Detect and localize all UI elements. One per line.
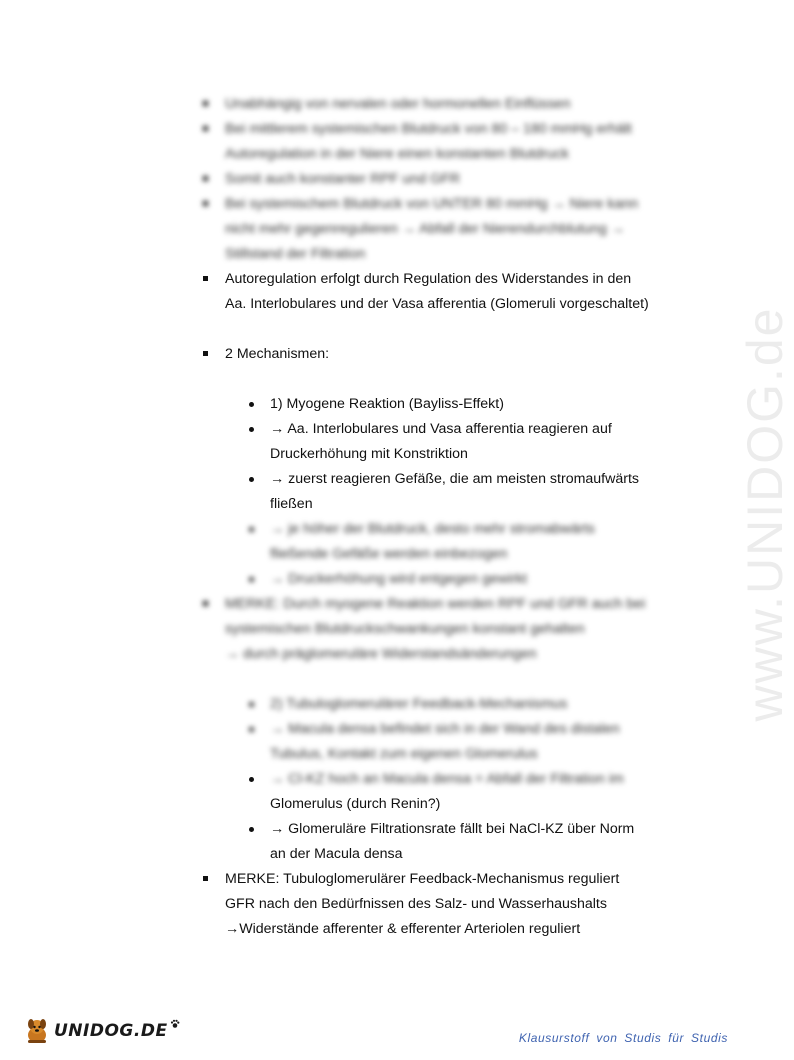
document-content xyxy=(200,92,670,942)
myogen-item-constriction: → Aa. Interlobulares und Vasa afferentia reagieren auf Druckerhöhung mit Konstriktion xyxy=(200,417,670,467)
tubulo-item-cl-concentration: → Cl-KZ hoch an Macula densa = Abfall der Filtration im Glomerulus (durch Renin?) xyxy=(200,767,670,817)
tubulo-item-macula-densa: → Macula densa befindet sich in der Wand des distalen Tubulus, Kontakt zum eigenen Glomerulus xyxy=(200,717,670,767)
footer-slogan: Klausurstoff von Studis für Studis xyxy=(518,1031,728,1045)
myogen-item-title: 1) Myogene Reaktion (Bayliss-Effekt) xyxy=(200,392,670,417)
myogen-item-upstream: → zuerst reagieren Gefäße, die am meisten stromaufwärts fließen xyxy=(200,467,670,517)
bullet-autoregulation: Autoregulation erfolgt durch Regulation des Widerstandes in den Aa. Interlobulares und der Vasa afferentia (Glomeruli vorgeschaltet) xyxy=(200,267,670,317)
bullet-pressure-range: Bei mittlerem systemischen Blutdruck von 80 – 180 mmHg erhält Autoregulation in der Niere einen konstanten Blutdruck xyxy=(200,117,670,167)
tubulo-item-gfr: → Glomeruläre Filtrationsrate fällt bei NaCl-KZ über Norm an der Macula densa xyxy=(200,817,670,867)
watermark: www.UNIDOG.de xyxy=(737,306,793,722)
mechanisms-list xyxy=(200,342,670,367)
bullet-low-pressure: Bei systemischem Blutdruck von UNTER 80 mmHg → Niere kann nicht mehr gegenregulieren → Abfall der Nierendurchblutung → Stillstand der Filtration xyxy=(200,192,670,267)
paw-icon xyxy=(170,1019,180,1029)
top-bullet-list xyxy=(200,92,670,317)
merke-2-list xyxy=(200,867,670,942)
myogen-item-downstream: → je höher der Blutdruck, desto mehr stromabwärts fließende Gefäße werden einbezogen xyxy=(200,517,670,567)
myogen-list xyxy=(200,392,670,592)
dog-mascot-icon xyxy=(22,1016,52,1046)
merke-1-list xyxy=(200,592,670,667)
bullet-constant-rpf-gfr: Somit auch konstanter RPF und GFR xyxy=(200,167,670,192)
mechanisms-heading: 2 Mechanismen: xyxy=(200,342,670,367)
bullet-independence: Unabhängig von nervalen oder hormonellen Einflüssen xyxy=(200,92,670,117)
logo-text: UNIDOG.DE xyxy=(54,1021,168,1041)
footer-logo[interactable] xyxy=(22,1016,180,1046)
merke-tubulo: MERKE: Tubuloglomerulärer Feedback-Mechanismus reguliert GFR nach den Bedürfnissen des Salz- und Wasserhaushalts →Widerstände afferenter & efferenter Arteriolen reguliert xyxy=(200,867,670,942)
tubulo-list xyxy=(200,692,670,867)
myogen-item-counteract: → Druckerhöhung wird entgegen gewirkt xyxy=(200,567,670,592)
tubulo-item-title: 2) Tubuloglomerulärer Feedback-Mechanismus xyxy=(200,692,670,717)
merke-myogen: MERKE: Durch myogene Reaktion werden RPF und GFR auch bei systemischen Blutdruckschwankungen konstant gehalten → durch präglomeruläre Widerstandsänderungen xyxy=(200,592,670,667)
